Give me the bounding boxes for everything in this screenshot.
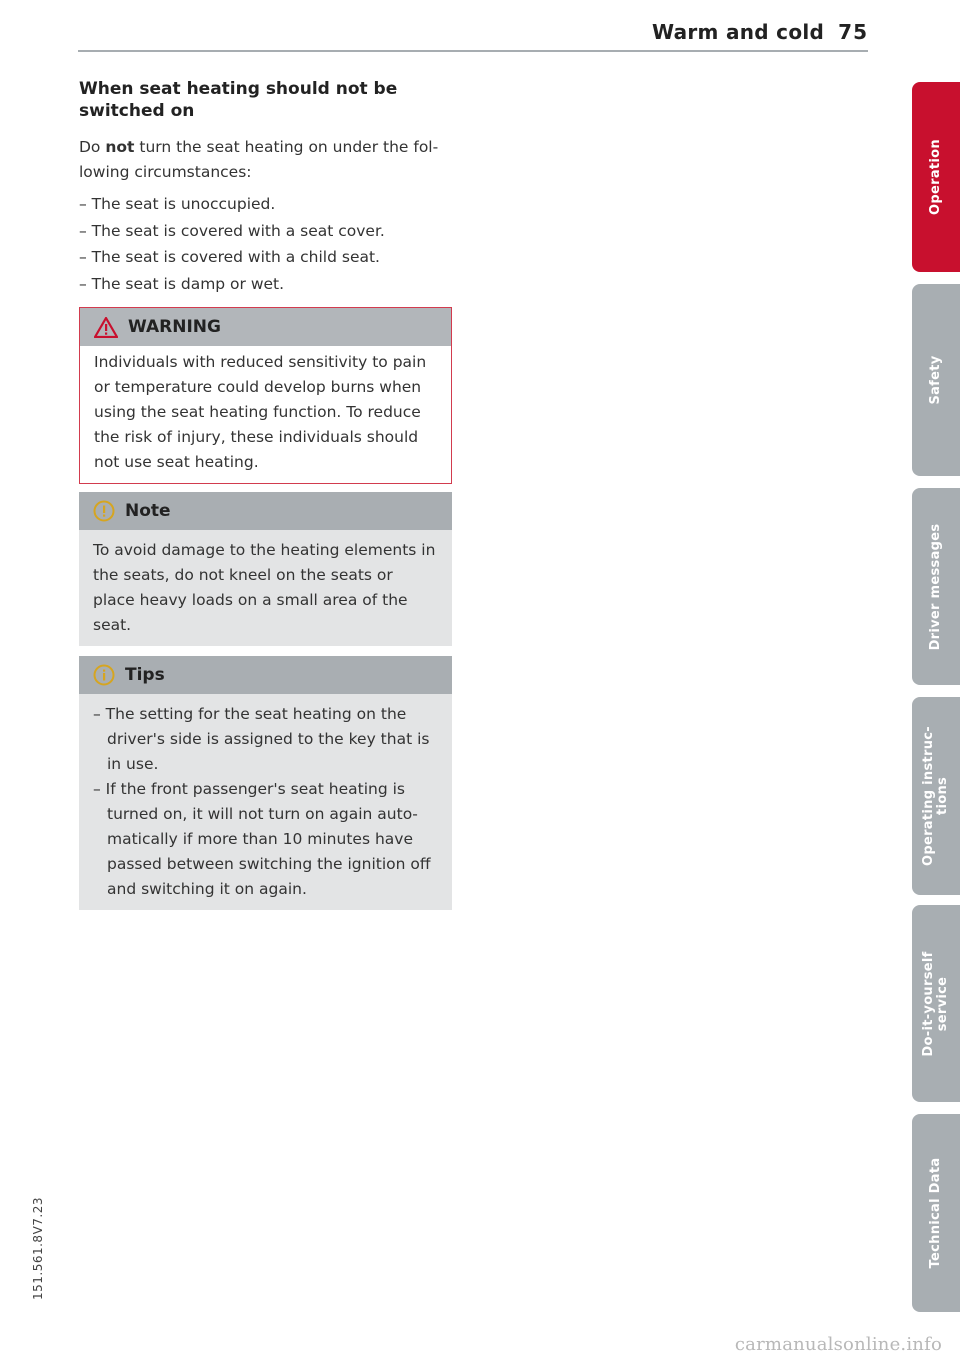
main-column: [79, 78, 452, 910]
note-box: [79, 492, 452, 646]
tab-driver-messages[interactable]: [912, 488, 960, 685]
intro-paragraph: Do not turn the seat heating on under the following circumstances:: [79, 138, 439, 181]
tips-title: Tips: [125, 665, 165, 685]
note-title: Note: [125, 501, 171, 521]
document-code: 151.561.8V7.23: [31, 1197, 45, 1300]
list-item: – The seat is covered with a seat cover.: [79, 221, 385, 240]
watermark: carmanualsonline.info: [734, 1334, 942, 1355]
tab-label: Safety: [928, 355, 943, 405]
tab-label: Operating instruc- tions: [921, 726, 950, 866]
note-text: To avoid damage to the heating elements in the seats, do not kneel on the seats or place heavy loads on a small area of the seat.: [79, 530, 452, 646]
tab-safety[interactable]: [912, 284, 960, 476]
tab-label: Technical Data: [928, 1157, 943, 1269]
section-title: Warm and cold: [651, 20, 825, 44]
exclamation-circle-icon: [93, 500, 115, 522]
tips-box: [79, 656, 452, 910]
warning-box: [79, 307, 452, 484]
list-item: – The seat is damp or wet.: [79, 274, 285, 293]
header-rule: [78, 50, 868, 52]
list-item: – The seat is covered with a child seat.: [79, 248, 380, 266]
warning-title: WARNING: [128, 317, 221, 337]
warning-header: [80, 308, 451, 346]
section-heading: When seat heating should not be switched on: [79, 79, 398, 121]
tab-operating-instructions[interactable]: [912, 697, 960, 895]
page-number: 75: [838, 20, 868, 44]
warning-text: Individuals with reduced sensitivity to pain or temperature could develop burns when using the seat heating function. To reduce the risk of injury, these individuals should not use seat heating.: [80, 346, 451, 483]
circumstances-list: [79, 191, 452, 297]
tab-label: Operation: [928, 139, 943, 215]
note-header: [79, 492, 452, 530]
tips-header: [79, 656, 452, 694]
tab-technical-data[interactable]: [912, 1114, 960, 1312]
emphasis-not: not: [105, 138, 135, 156]
tip-item: – If the front passenger's seat heating is turned on, it will not turn on again automatically if more than 10 minutes have passed between switching the ignition off and switching it on again.: [93, 780, 431, 898]
tab-do-it-yourself-service[interactable]: [912, 905, 960, 1102]
running-head: [600, 20, 868, 44]
tab-operation[interactable]: [912, 82, 960, 272]
warning-triangle-icon: [94, 317, 118, 338]
tab-label: Driver messages: [928, 523, 943, 650]
tab-label: Do-it-yourself service: [921, 950, 950, 1057]
tips-body: [79, 694, 452, 910]
list-item: – The seat is unoccupied.: [79, 195, 276, 213]
tip-item: – The setting for the seat heating on the driver's side is assigned to the key that is in use.: [93, 705, 430, 773]
info-circle-icon: [93, 664, 115, 686]
